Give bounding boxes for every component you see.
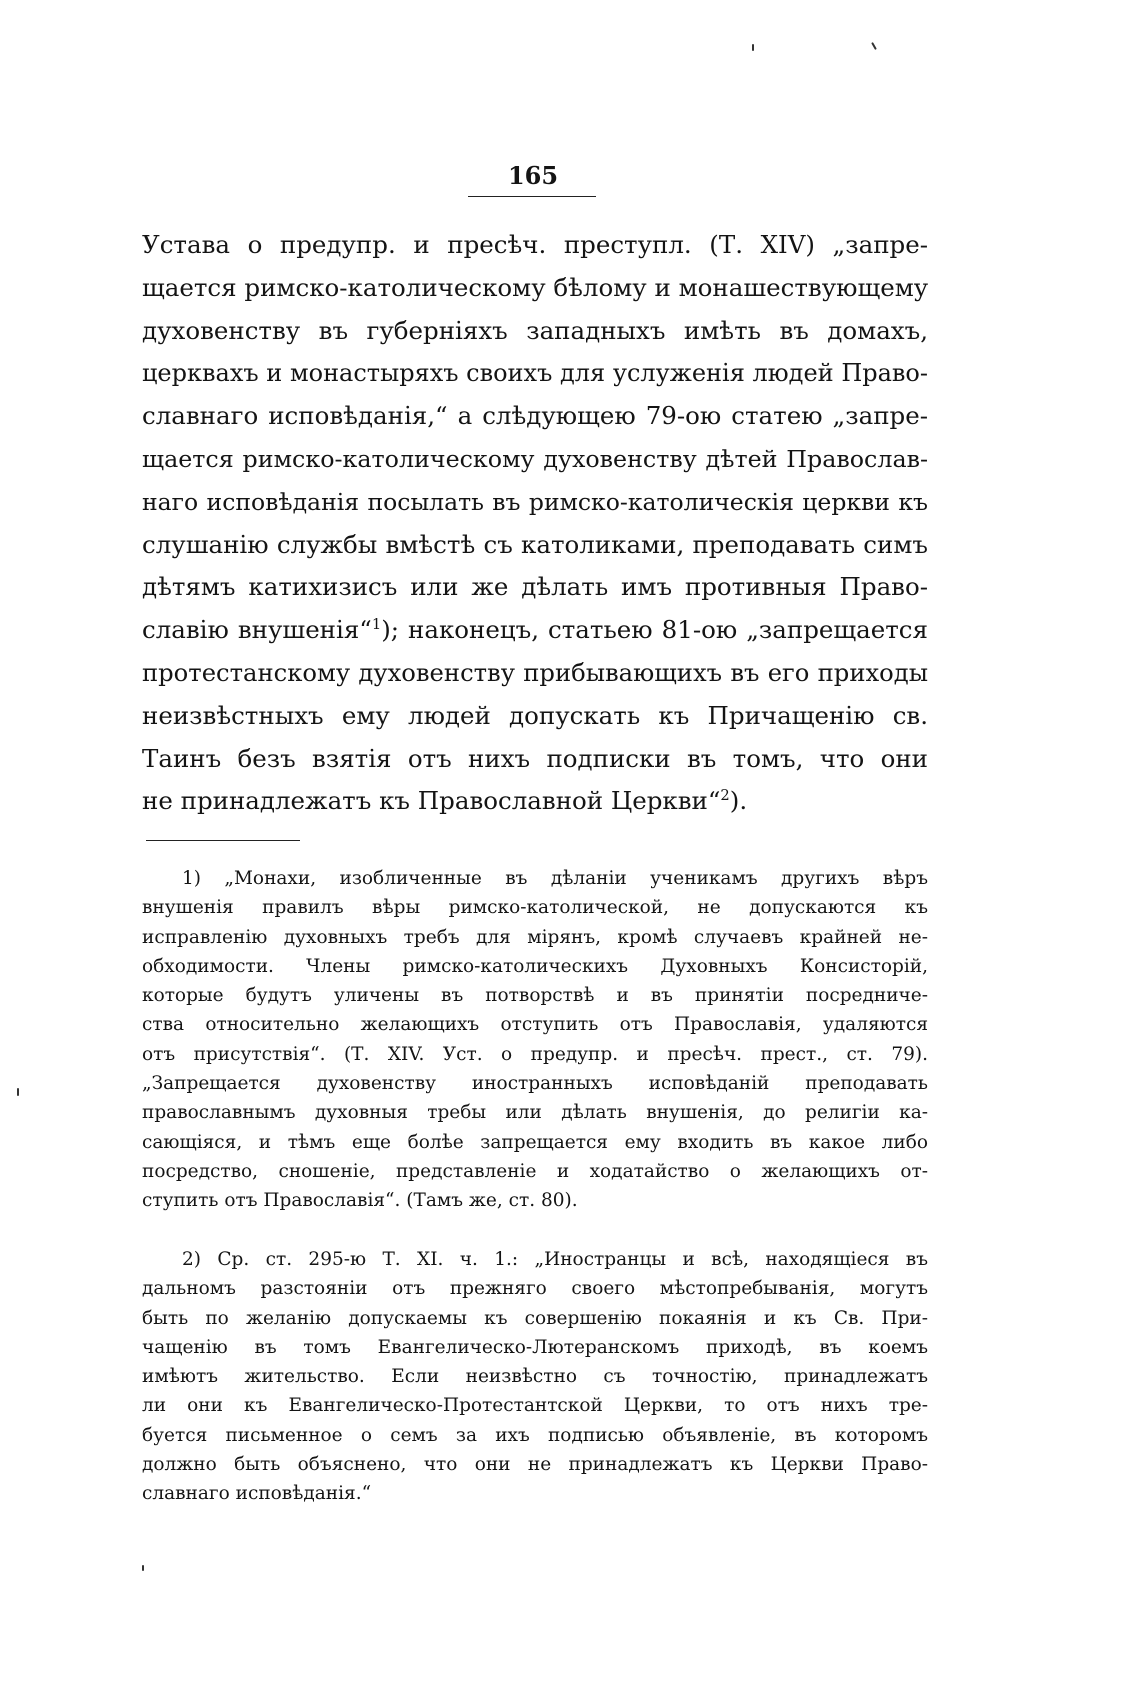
- scan-speck: [752, 44, 754, 51]
- scan-speck: [17, 1088, 19, 1096]
- footnote-separator: [146, 840, 300, 841]
- text-line: Таинъ безъ взятія отъ нихъ подписки въ томъ, что они: [142, 743, 928, 773]
- footnote-reference[interactable]: 1: [371, 616, 382, 634]
- text-line: духовенству въ губерніяхъ западныхъ имѣть въ домахъ,: [142, 315, 928, 345]
- footnote-line: 2) Ср. ст. 295-ю Т. XI. ч. 1.: „Иностранцы и всѣ, находящіеся въ: [182, 1249, 928, 1270]
- footnote-line: чащенію въ томъ Евангелическо-Лютеранскомъ приходѣ, въ коемъ: [142, 1336, 928, 1358]
- footnote-line: отъ присутствія“. (Т. XIV. Уст. о предупр. и пресѣч. прест., ст. 79).: [142, 1043, 928, 1065]
- text-line: щается римско-католическому бѣлому и монашествующему: [142, 272, 929, 302]
- text-line: [142, 609, 928, 652]
- footnote-line: ли они къ Евангелическо-Протестантской Церкви, то отъ нихъ тре-: [142, 1395, 928, 1417]
- footnote-line: „Запрещается духовенству иностранныхъ исповѣданій преподавать: [142, 1073, 928, 1095]
- scan-speck: [871, 42, 877, 50]
- text-line: неизвѣстныхъ ему людей допускать къ Причащенію св.: [142, 700, 928, 730]
- text-line: щается римско-католическому духовенству дѣтей Православ-: [142, 444, 928, 473]
- text-line: наго исповѣданія посылать въ римско-католическія церкви къ: [142, 487, 928, 516]
- page-number-rule: [468, 196, 596, 197]
- page-number: 165: [507, 161, 559, 190]
- footnote-line: должно быть объяснено, что они не принадлежатъ къ Церкви Право-: [142, 1454, 928, 1476]
- footnote-line: обходимости. Члены римско-католическихъ Духовныхъ Консисторій,: [142, 955, 928, 977]
- text-line: дѣтямъ катихизисъ или же дѣлать имъ противныя Право-: [142, 572, 928, 602]
- footnote-reference[interactable]: 2: [720, 787, 730, 805]
- text-line: слушанію службы вмѣстѣ съ католиками, преподавать симъ: [142, 529, 928, 559]
- footnote-line: буется письменное о семъ за ихъ подписью объявленіе, въ которомъ: [142, 1424, 928, 1446]
- footnote-line: православнымъ духовныя требы или дѣлать внушенія, до религіи ка-: [142, 1102, 928, 1124]
- footnote-line: сающіяся, и тѣмъ еще болѣе запрещается ему входить въ какое либо: [142, 1131, 928, 1153]
- footnote-line: дальномъ разстояніи отъ прежняго своего мѣстопребыванія, могутъ: [142, 1278, 928, 1300]
- text-fragment: ); наконецъ, статьею 81-ою „запрещается: [381, 615, 928, 645]
- footnote-line: ступить отъ Православія“. (Тамъ же, ст. 80).: [142, 1190, 578, 1212]
- footnote-line: 1) „Монахи, изобличенные въ дѣланіи ученикамъ другихъ вѣръ: [182, 868, 928, 889]
- footnote-line: славнаго исповѣданія.“: [142, 1483, 372, 1505]
- text-fragment: не принадлежатъ къ Православной Церкви“: [142, 786, 721, 816]
- footnote-line: которые будутъ уличены въ потворствѣ и въ принятіи посредниче-: [142, 985, 928, 1007]
- footnote-line: имѣютъ жительство. Если неизвѣстно съ точностію, принадлежатъ: [142, 1366, 928, 1388]
- footnote-line: посредство, сношеніе, представленіе и ходатайство о желающихъ от-: [142, 1160, 928, 1182]
- footnote-2: [142, 1245, 928, 1509]
- footnote-line: внушенія правилъ вѣры римско-католической, не допускаются къ: [142, 897, 928, 919]
- text-line: Устава о предупр. и пресѣч. преступл. (Т. XIV) „запре-: [142, 230, 928, 259]
- text-fragment: ).: [729, 786, 748, 816]
- main-text: [142, 224, 928, 823]
- footnote-1: [142, 864, 928, 1216]
- text-line: [142, 780, 928, 823]
- text-line: славнаго исповѣданія,“ а слѣдующею 79-ою статею „запре-: [142, 401, 928, 431]
- scan-speck: [142, 1565, 144, 1571]
- footnote-line: исправленію духовныхъ требъ для мірянъ, кромѣ случаевъ крайней не-: [142, 926, 928, 948]
- text-line: церквахъ и монастыряхъ своихъ для услуженія людей Право-: [142, 359, 928, 388]
- footnote-line: быть по желанію допускаемы къ совершенію покаянія и къ Св. При-: [142, 1307, 928, 1329]
- footnote-line: ства относительно желающихъ отступить отъ Православія, удаляются: [142, 1014, 928, 1036]
- text-fragment: славію внушенія“: [142, 615, 372, 645]
- text-line: протестанскому духовенству прибывающихъ въ его приходы: [142, 657, 928, 687]
